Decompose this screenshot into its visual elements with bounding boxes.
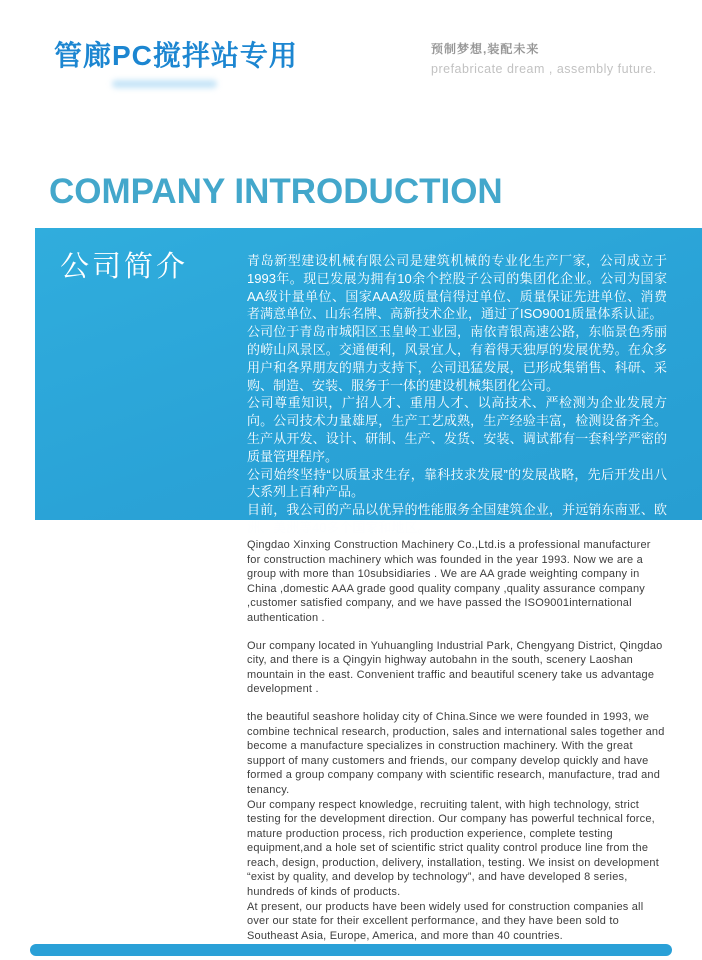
cn-paragraph: 目前，我公司的产品以优异的性能服务全国建筑企业，并远销东南亚、欧洲、美洲等40多个国家和地区。 xyxy=(247,502,667,535)
company-slogan xyxy=(431,42,657,77)
chinese-introduction-text xyxy=(247,252,667,537)
cn-paragraph: 公司尊重知识，广招人才、重用人才、以高技术、严检测为企业发展方向。公司技术力量雄厚，生产工艺成熟，生产经验丰富，检测设备齐全。生产从开发、设计、研制、生产、发货、安装、调试都有一套科学严密的质量管理程序。 xyxy=(247,395,667,464)
en-paragraph: At present, our products have been widely used for construction companies all over our state for their excellent performance, and they have been sold to Southeast Asia, Europe, America, and more than 40 countries. xyxy=(247,900,644,942)
en-paragraph: Our company located in Yuhuangling Industrial Park, Chengyang District, Qingdao city, and there is a Qingyin highway autobahn in the south, scenery Laoshan mountain in the east. Convenient traffic and beautiful scenery take us advantage development . xyxy=(247,639,663,696)
intro-box-label: 公司简介 xyxy=(60,251,189,283)
slogan-english: prefabricate dream , assembly future. xyxy=(431,61,657,76)
cn-paragraph: 青岛新型建设机械有限公司是建筑机械的专业化生产厂家，公司成立于1993年。现已发展为拥有10余个控股子公司的集团化企业。公司为国家AA级计量单位、国家AAA级质量信得过单位、质量保证先进单位、消费者满意单位、山东名牌、高新技术企业，通过了ISO9001质量体系认证。 xyxy=(247,253,667,322)
en-paragraph: Our company respect knowledge, recruiting talent, with high technology, strict testing for the development direction. Our company has powerful technical force, mature production process, rich production experience, complete testing equipment,and a hole set of scientific strict quality control produce line from the reach, design, production, delivery, installation, testing. We insist on development “exist by quality, and develop by technology”, and have developed 8 series, hundreds of kinds of products. xyxy=(247,798,659,899)
company-intro-box xyxy=(35,228,702,535)
en-paragraph: the beautiful seashore holiday city of China.Since we were founded in 1993, we combine technical research, production, sales and international sales together and become a manufacture specializes in construction machinery. With the great support of many customers and friends, our company develop quickly and have formed a group company company with scientific research, manufacture, trad and tenancy. xyxy=(247,710,665,796)
cn-paragraph: 公司始终坚持“以质量求生存，靠科技求发展”的发展战略，先后开发出八大系列上百种产品。 xyxy=(247,466,667,500)
title-underline-decoration xyxy=(112,80,217,88)
slogan-chinese: 预制梦想,装配未来 xyxy=(431,42,540,56)
footer-bar xyxy=(30,944,672,956)
page-title: 管廊PC搅拌站专用 xyxy=(54,40,298,71)
en-paragraph: Qingdao Xinxing Construction Machinery Co.,Ltd.is a professional manufacturer for construction machinery which was founded in the year 1993. Now we are a group with more than 10subsidiaries . We are AA grade weighting company in China ,domestic AAA grade good quality company ,quality assurance company ,customer satisfied company, and we have passed the ISO9001international authentication . xyxy=(247,539,651,624)
section-heading: COMPANY INTRODUCTION xyxy=(49,172,503,211)
english-introduction-text xyxy=(247,538,667,943)
cn-paragraph: 公司位于青岛市城阳区玉皇岭工业园，南依青银高速公路，东临景色秀丽的崂山风景区。交通便利，风景宜人，有着得天独厚的发展优势。在众多用户和各界朋友的鼎力支持下，公司迅猛发展，已形成集销售、科研、采购、制造、安装、服务于一体的建设机械集团化公司。 xyxy=(247,324,667,393)
